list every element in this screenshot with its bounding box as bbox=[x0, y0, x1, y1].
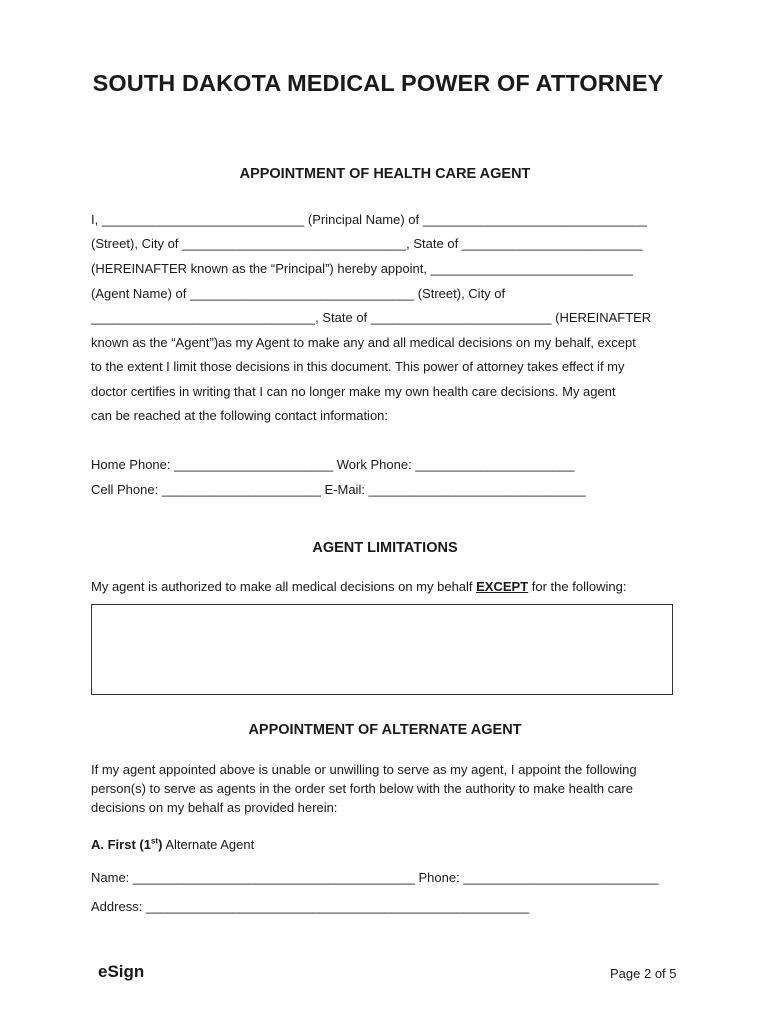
document-title: SOUTH DAKOTA MEDICAL POWER OF ATTORNEY bbox=[92, 70, 664, 96]
alternate-line-1: If my agent appointed above is unable or unwilling to serve as my agent, I appoint the following bbox=[91, 762, 637, 777]
alternate-heading: APPOINTMENT OF ALTERNATE AGENT bbox=[248, 722, 522, 738]
appointment-line-3: (HEREINAFTER known as the “Principal”) hereby appoint, ____________________________ bbox=[91, 261, 634, 276]
first-alternate-sup: st bbox=[150, 836, 159, 846]
first-alternate-prefix: A. First (1 bbox=[91, 837, 151, 852]
alternate-address-line: Address: _____________________________________________________ bbox=[91, 899, 530, 914]
alternate-line-2: person(s) to serve as agents in the order set forth below with the authority to make health care bbox=[91, 781, 633, 796]
limitations-text-before: My agent is authorized to make all medical decisions on my behalf bbox=[91, 579, 477, 594]
appointment-line-6: known as the “Agent”)as my Agent to make any and all medical decisions on my behalf, except bbox=[91, 335, 636, 350]
limitations-heading: AGENT LIMITATIONS bbox=[312, 540, 458, 556]
esign-logo: eSign bbox=[98, 962, 145, 981]
alternate-line-3: decisions on my behalf as provided herein: bbox=[91, 800, 338, 815]
limitations-text bbox=[91, 579, 626, 595]
appointment-line-8: doctor certifies in writing that I can no longer make my own health care decisions. My agent bbox=[91, 384, 616, 399]
limitations-text-after: for the following: bbox=[528, 579, 627, 594]
limitations-box[interactable] bbox=[91, 604, 673, 695]
alternate-name-phone-line: Name: _______________________________________ Phone: ___________________________ bbox=[91, 870, 659, 885]
first-alternate-prefix-end: ) bbox=[158, 837, 163, 852]
first-alternate-label bbox=[91, 837, 254, 853]
appointment-line-2: (Street), City of _______________________________, State of _________________________ bbox=[91, 236, 643, 251]
first-alternate-suffix: Alternate Agent bbox=[162, 837, 255, 852]
appointment-line-9: can be reached at the following contact information: bbox=[91, 408, 389, 423]
contact-line-cell-email: Cell Phone: ______________________ E-Mail: ______________________________ bbox=[91, 482, 586, 497]
page-number: Page 2 of 5 bbox=[610, 966, 677, 981]
appointment-line-4: (Agent Name) of _______________________________ (Street), City of bbox=[91, 286, 506, 301]
appointment-line-5: _______________________________, State of _________________________ (HEREINAFTER bbox=[91, 310, 652, 325]
appointment-line-1: I, ____________________________ (Principal Name) of _______________________________ bbox=[91, 212, 647, 227]
limitations-except: EXCEPT bbox=[476, 579, 529, 594]
contact-line-phones: Home Phone: ______________________ Work Phone: ______________________ bbox=[91, 457, 575, 472]
appointment-line-7: to the extent I limit those decisions in this document. This power of attorney takes effect if my bbox=[91, 359, 625, 374]
appointment-heading: APPOINTMENT OF HEALTH CARE AGENT bbox=[239, 166, 531, 182]
